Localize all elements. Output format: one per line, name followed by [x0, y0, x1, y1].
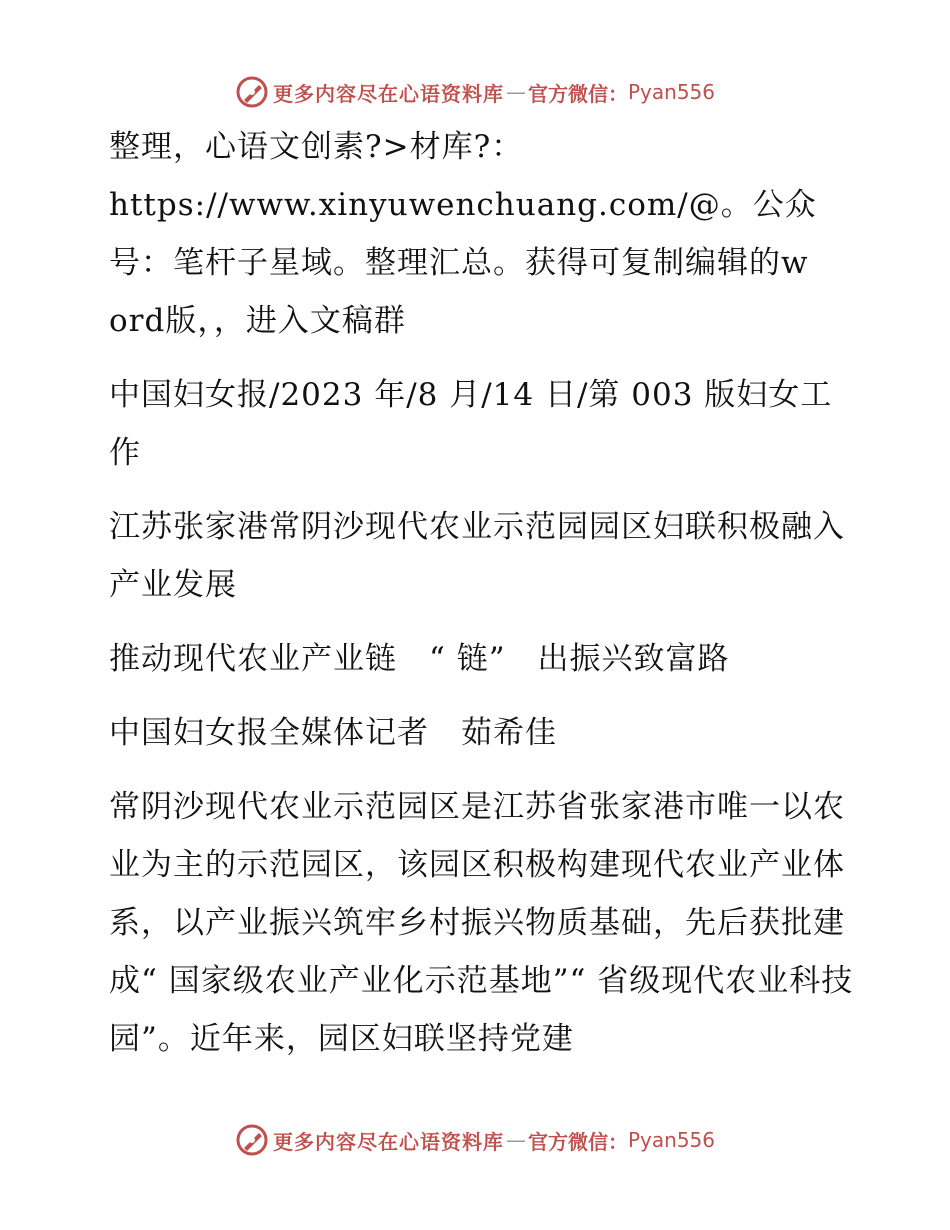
banner-brand-text: 更多内容尽在心语资料库	[272, 81, 504, 106]
footer-banner	[0, 1120, 950, 1160]
banner-official-label: 官方微信：	[527, 81, 628, 106]
pen-logo-icon	[235, 1123, 269, 1157]
reporter-byline: 中国妇女报全媒体记者 茹希佳	[109, 715, 557, 751]
banner-account: Pyan556	[627, 80, 715, 104]
banner-account: Pyan556	[627, 1128, 715, 1152]
pen-logo-icon	[235, 75, 269, 109]
document-body	[97, 118, 857, 1084]
publication-line: 中国妇女报/2023 年/8 月/14 日/第 003 版妇女工作	[109, 377, 833, 471]
body-paragraph: 常阴沙现代农业示范园区是江苏省张家港市唯一以农业为主的示范园区，该园区积极构建现代农业产业体系，以产业振兴筑牢乡村振兴物质基础，先后获批建成“ 国家级农业产业化示范基地”“ 省级现代农业科技园”。近年来，园区妇联坚持党建	[109, 789, 854, 1057]
header-banner	[0, 72, 950, 112]
banner-brand-text: 更多内容尽在心语资料库	[272, 1129, 504, 1154]
article-subheadline: 推动现代农业产业链 “ 链” 出振兴致富路	[109, 641, 730, 677]
article-headline: 江苏张家港常阴沙现代农业示范园园区妇联积极融入产业发展	[109, 509, 845, 603]
banner-official-label: 官方微信：	[527, 1129, 628, 1154]
source-note-paragraph: 整理，心语文创素?>材库?：https://www.xinyuwenchuang.com/@。公众号：笔杆子星域。整理汇总。获得可复制编辑的w ord版，，进入文稿群	[109, 129, 817, 339]
banner-separator: —	[505, 1128, 526, 1152]
banner-separator: —	[505, 80, 526, 104]
